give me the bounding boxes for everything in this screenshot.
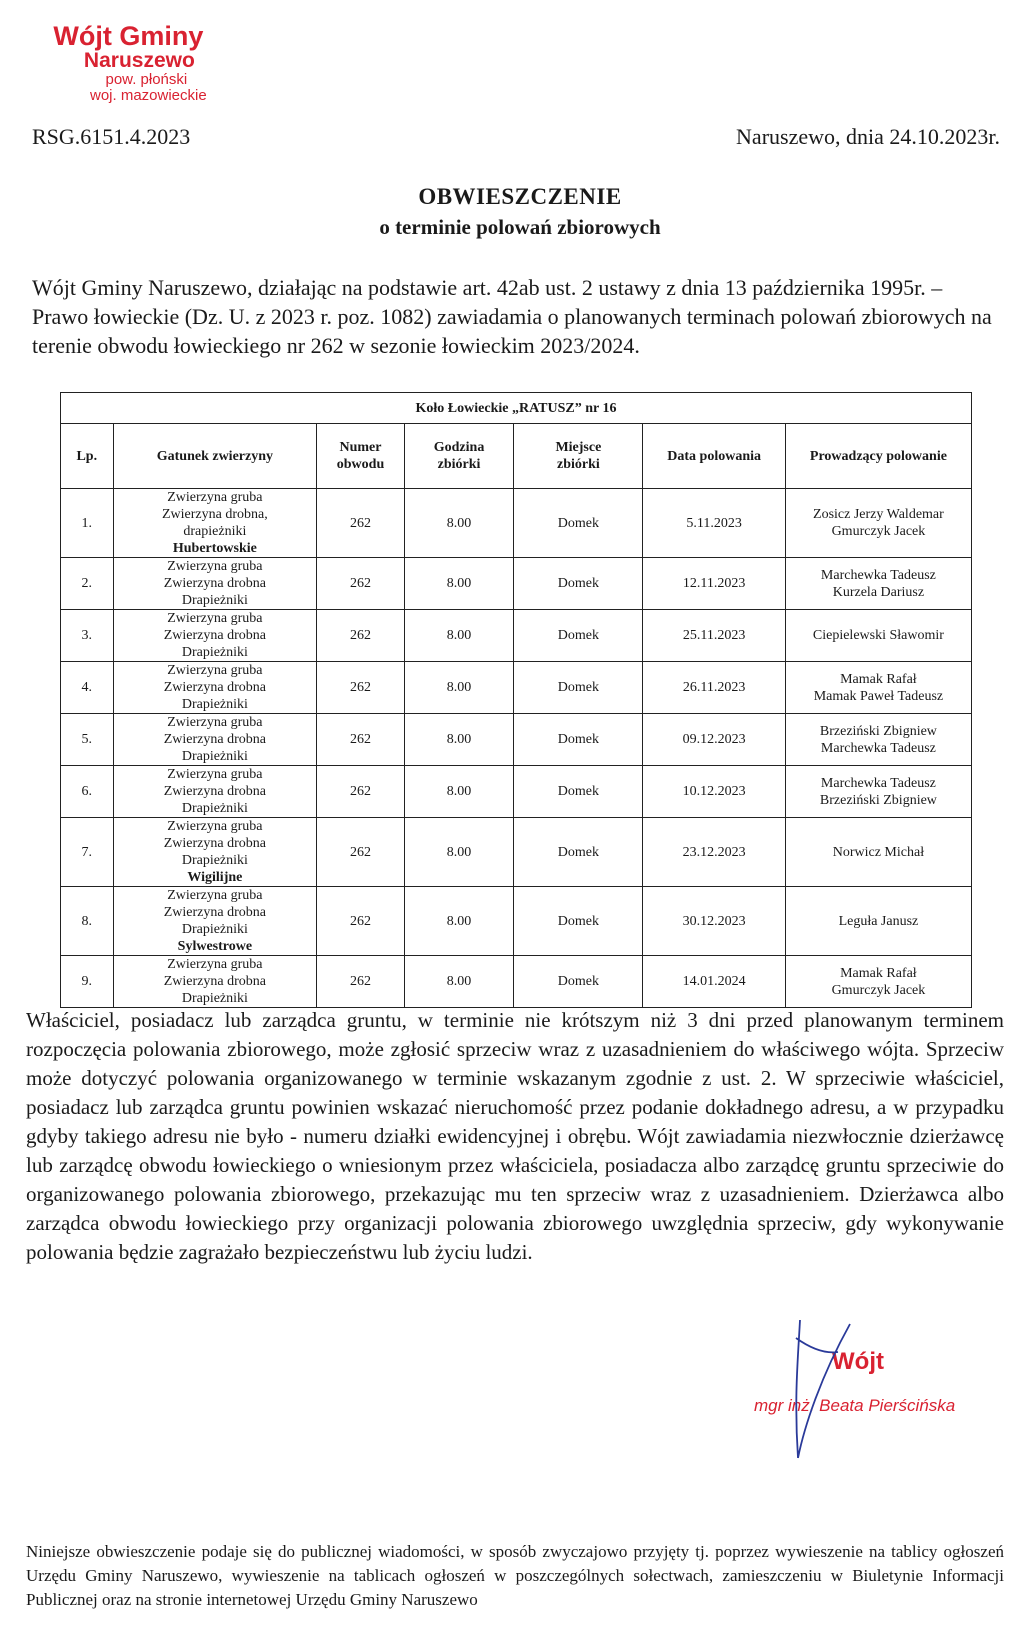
stamp-line-3: pow. płoński bbox=[105, 71, 188, 89]
date-cell: 09.12.2023 bbox=[643, 714, 785, 766]
leader-cell: Zosicz Jerzy Waldemar Gmurczyk Jacek bbox=[785, 489, 971, 558]
place-cell: Domek bbox=[514, 610, 643, 662]
lp-cell: 4. bbox=[61, 662, 114, 714]
district-cell: 262 bbox=[317, 818, 405, 887]
intro-paragraph: Wójt Gminy Naruszewo, działając na podstawie art. 42ab ust. 2 ustawy z dnia 13 października 1995r. – Prawo łowieckie (Dz. U. z 2023 r. poz. 1082) zawiadamia o planowanych terminach polowań zbiorowych na terenie obwodu łowieckiego nr 262 w sezonie łowieckim 2023/2024. bbox=[32, 275, 992, 358]
stamp-line-4: woj. mazowieckie bbox=[90, 87, 207, 105]
time-cell: 8.00 bbox=[404, 766, 513, 818]
handwritten-signature-icon bbox=[740, 1318, 1000, 1468]
lp-cell: 2. bbox=[61, 558, 114, 610]
lp-cell: 7. bbox=[61, 818, 114, 887]
hunt-schedule-table bbox=[60, 392, 972, 1008]
place-cell: Domek bbox=[514, 887, 643, 956]
species-cell: Zwierzyna gruba Zwierzyna drobna Drapieżniki bbox=[113, 610, 317, 662]
district-cell: 262 bbox=[317, 714, 405, 766]
time-cell: 8.00 bbox=[404, 610, 513, 662]
district-cell: 262 bbox=[317, 956, 405, 1008]
table-row bbox=[61, 818, 972, 887]
date-cell: 10.12.2023 bbox=[643, 766, 785, 818]
reference-number: RSG.6151.4.2023 bbox=[32, 124, 191, 149]
stamp-line-1: Wójt Gminy bbox=[53, 21, 204, 51]
lp-cell: 8. bbox=[61, 887, 114, 956]
district-cell: 262 bbox=[317, 662, 405, 714]
time-cell: 8.00 bbox=[404, 558, 513, 610]
place-cell: Domek bbox=[514, 956, 643, 1008]
document-title: OBWIESZCZENIE bbox=[418, 184, 622, 209]
date-cell: 12.11.2023 bbox=[643, 558, 785, 610]
time-cell: 8.00 bbox=[404, 956, 513, 1008]
leader-cell: Ciepielewski Sławomir bbox=[785, 610, 971, 662]
signature-name: mgr inż. Beata Pierścińska bbox=[754, 1396, 956, 1415]
species-cell: Zwierzyna gruba Zwierzyna drobna Drapieżniki bbox=[113, 558, 317, 610]
stamp-line-2: Naruszewo bbox=[83, 49, 195, 73]
header-species: Gatunek zwierzyny bbox=[113, 424, 317, 489]
table-row bbox=[61, 887, 972, 956]
table-row bbox=[61, 766, 972, 818]
date-cell: 23.12.2023 bbox=[643, 818, 785, 887]
leader-cell: Mamak Rafał Gmurczyk Jacek bbox=[785, 956, 971, 1008]
footer-paragraph: Niniejsze obwieszczenie podaje się do publicznej wiadomości, w sposób zwyczajowo przyjęty tj. poprzez wywieszenie na tablicy ogłoszeń Urzędu Gminy Naruszewo, wywieszenie na tablicach ogłoszeń w poszczególnych sołectwach, zamieszczeniu w Biuletynie Informacji Publicznej oraz na stronie internetowej Urzędu Gminy Naruszewo bbox=[26, 1542, 1004, 1609]
time-cell: 8.00 bbox=[404, 489, 513, 558]
signature-block bbox=[740, 1318, 1000, 1468]
place-cell: Domek bbox=[514, 714, 643, 766]
place-cell: Domek bbox=[514, 766, 643, 818]
lp-cell: 9. bbox=[61, 956, 114, 1008]
leader-cell: Norwicz Michał bbox=[785, 818, 971, 887]
document-subtitle: o terminie polowań zbiorowych bbox=[379, 215, 661, 239]
district-cell: 262 bbox=[317, 887, 405, 956]
table-row bbox=[61, 714, 972, 766]
header-leader: Prowadzący polowanie bbox=[785, 424, 971, 489]
table-row bbox=[61, 489, 972, 558]
club-name: Koło Łowieckie „RATUSZ” nr 16 bbox=[61, 393, 972, 424]
place-cell: Domek bbox=[514, 818, 643, 887]
objection-paragraph: Właściciel, posiadacz lub zarządca gruntu, w terminie nie krótszym niż 3 dni przed planowanym terminem rozpoczęcia polowania zbiorowego, może zgłosić sprzeciw wraz z uzasadnieniem do właściwego wójta. Sprzeciw może dotyczyć polowania organizowanego w terminie wskazanym zgodnie z ust. 2. W sprzeciwie właściciel, posiadacz lub zarządca gruntu powinien wskazać nieruchomość przez podanie dokładnego adresu, a w przypadku gdyby takiego adresu nie było - numeru działki ewidencyjnej i obrębu. Wójt zawiadamia niezwłocznie dzierżawcę lub zarządcę obwodu łowieckiego o wniesionym przez właściciela, posiadacza albo zarządcę gruntu sprzeciwie do organizowanego polowania zbiorowego, przekazując mu ten sprzeciw wraz z uzasadnieniem. Dzierżawca albo zarządca obwodu łowieckiego przy organizacji polowania zbiorowego uwzględnia sprzeciw, gdy wykonywanie polowania będzie zagrażało bezpieczeństwu lub życiu ludzi. bbox=[26, 1008, 1004, 1264]
header-district: Numer obwodu bbox=[317, 424, 405, 489]
table-row bbox=[61, 662, 972, 714]
leader-cell: Marchewka Tadeusz Brzeziński Zbigniew bbox=[785, 766, 971, 818]
leader-cell: Marchewka Tadeusz Kurzela Dariusz bbox=[785, 558, 971, 610]
header-time: Godzina zbiórki bbox=[404, 424, 513, 489]
header-lp: Lp. bbox=[61, 424, 114, 489]
district-cell: 262 bbox=[317, 766, 405, 818]
species-cell: Zwierzyna gruba Zwierzyna drobna Drapieżniki Sylwestrowe bbox=[113, 887, 317, 956]
species-cell: Zwierzyna gruba Zwierzyna drobna Drapieżniki bbox=[113, 956, 317, 1008]
time-cell: 8.00 bbox=[404, 714, 513, 766]
lp-cell: 1. bbox=[61, 489, 114, 558]
species-cell: Zwierzyna gruba Zwierzyna drobna, drapieżniki Hubertowskie bbox=[113, 489, 317, 558]
place-cell: Domek bbox=[514, 662, 643, 714]
date-cell: 14.01.2024 bbox=[643, 956, 785, 1008]
species-cell: Zwierzyna gruba Zwierzyna drobna Drapieżniki bbox=[113, 662, 317, 714]
table-row bbox=[61, 956, 972, 1008]
species-cell: Zwierzyna gruba Zwierzyna drobna Drapieżniki bbox=[113, 714, 317, 766]
place-and-date: Naruszewo, dnia 24.10.2023r. bbox=[736, 124, 1000, 149]
time-cell: 8.00 bbox=[404, 818, 513, 887]
header-date: Data polowania bbox=[643, 424, 785, 489]
district-cell: 262 bbox=[317, 489, 405, 558]
lp-cell: 3. bbox=[61, 610, 114, 662]
signature-title: Wójt bbox=[832, 1348, 884, 1375]
place-cell: Domek bbox=[514, 558, 643, 610]
date-cell: 30.12.2023 bbox=[643, 887, 785, 956]
date-cell: 26.11.2023 bbox=[643, 662, 785, 714]
species-cell: Zwierzyna gruba Zwierzyna drobna Drapieżniki bbox=[113, 766, 317, 818]
date-cell: 5.11.2023 bbox=[643, 489, 785, 558]
table-row bbox=[61, 558, 972, 610]
leader-cell: Leguła Janusz bbox=[785, 887, 971, 956]
leader-cell: Mamak Rafał Mamak Paweł Tadeusz bbox=[785, 662, 971, 714]
place-cell: Domek bbox=[514, 489, 643, 558]
office-stamp bbox=[50, 22, 207, 104]
table-header-row bbox=[61, 424, 972, 489]
table-row bbox=[61, 610, 972, 662]
header-place: Miejsce zbiórki bbox=[514, 424, 643, 489]
date-cell: 25.11.2023 bbox=[643, 610, 785, 662]
species-cell: Zwierzyna gruba Zwierzyna drobna Drapieżniki Wigilijne bbox=[113, 818, 317, 887]
district-cell: 262 bbox=[317, 558, 405, 610]
time-cell: 8.00 bbox=[404, 887, 513, 956]
lp-cell: 6. bbox=[61, 766, 114, 818]
district-cell: 262 bbox=[317, 610, 405, 662]
time-cell: 8.00 bbox=[404, 662, 513, 714]
lp-cell: 5. bbox=[61, 714, 114, 766]
leader-cell: Brzeziński Zbigniew Marchewka Tadeusz bbox=[785, 714, 971, 766]
